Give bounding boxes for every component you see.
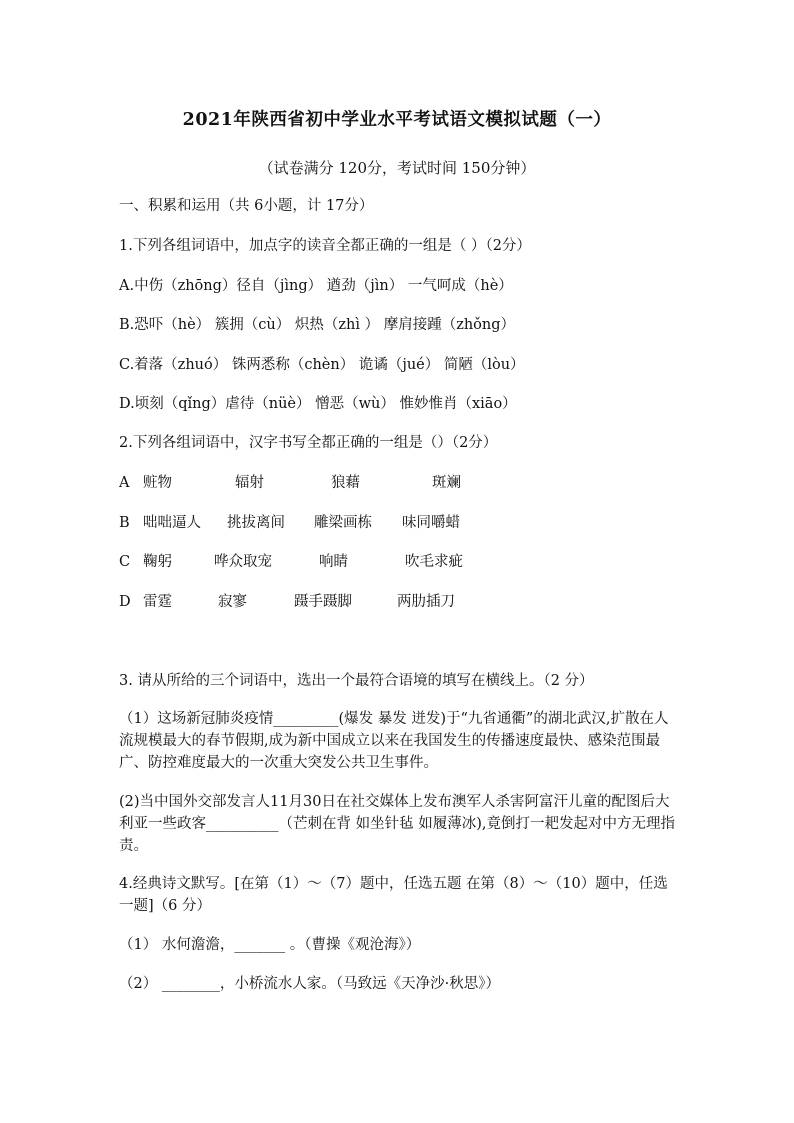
option-word: 雷霆: [143, 594, 172, 610]
option-word: 赃物: [143, 475, 172, 491]
option-letter: D: [119, 594, 131, 610]
question-3-part-2: (2)当中国外交部发言人11月30日在社交媒体上发布澳军人杀害阿富汗儿童的配图后大利亚一些政客__________（芒刺在背 如坐针毡 如履薄冰),竟倒打一耙发起对中方无理指责。: [119, 794, 675, 854]
option-word: 雕梁画栋: [314, 515, 372, 531]
option-word: 辐射: [235, 475, 264, 491]
question-1-option-d: D.顷刻（qǐng）虐待（nüè） 憎恶（wù） 惟妙惟肖（xiāo）: [119, 396, 517, 412]
option-letter: C: [119, 554, 131, 570]
option-word: 响睛: [319, 554, 348, 570]
question-1-stem: 1.下列各组词语中，加点字的读音全都正确的一组是（ ）（2分）: [119, 238, 531, 254]
option-word: 狼藉: [331, 475, 360, 491]
question-4-item-2: （2） ________，小桥流水人家。（马致远《天净沙·秋思》）: [119, 976, 500, 992]
option-word: 吹毛求疵: [405, 554, 463, 570]
option-letter: A: [119, 475, 130, 491]
option-word: 斑斓: [432, 475, 461, 491]
question-3-stem: 3. 请从所给的三个词语中，选出一个最符合语境的填写在横线上。（2 分）: [119, 673, 594, 689]
option-word: 味同嚼蜡: [402, 515, 460, 531]
page-title: 2021年陕西省初中学业水平考试语文模拟试题（一）: [182, 110, 612, 130]
section-heading: 一、积累和运用（共 6小题，计 17分）: [119, 198, 374, 214]
exam-info: （试卷满分 120分，考试时间 150分钟）: [258, 159, 536, 177]
option-word: 咄咄逼人: [143, 515, 201, 531]
question-2-stem: 2.下列各组词语中，汉字书写全都正确的一组是（）（2分）: [119, 435, 498, 451]
option-letter: B: [119, 515, 130, 531]
option-word: 两肋插刀: [397, 594, 455, 610]
question-1-option-b: B.恐吓（hè） 簇拥（cù） 炽热（zhì ） 摩肩接踵（zhǒng）: [119, 317, 516, 333]
question-3-part-1: （1）这场新冠肺炎疫情_________(爆发 暴发 迸发)于“九省通衢”的湖北武汉,扩散在人流规模最大的春节假期,成为新中国成立以来在我国发生的传播速度最快、感染范围最广、防控难度最大的一次重大突发公共卫生事件。: [119, 711, 669, 771]
option-word: 鞠躬: [143, 554, 172, 570]
question-1-option-a: A.中伤（zhōng）径自（jìng） 遒劲（jìn） 一气呵成（hè）: [119, 278, 513, 294]
question-4-item-1: （1） 水何澹澹，_______ 。（曹操《观沧海》）: [119, 937, 421, 953]
option-word: 蹑手蹑脚: [294, 594, 352, 610]
question-1-option-c: C.着落（zhuó） 铢两悉称（chèn） 诡谲（jué） 简陋（lòu）: [119, 357, 525, 373]
question-4-stem: 4.经典诗文默写。[在第（1）～（7）题中，任选五题 在第（8）～（10）题中，任选一题]（6 分）: [119, 876, 668, 914]
option-word: 寂寥: [218, 594, 247, 610]
option-word: 哗众取宠: [214, 554, 272, 570]
option-word: 挑拔离间: [227, 515, 285, 531]
